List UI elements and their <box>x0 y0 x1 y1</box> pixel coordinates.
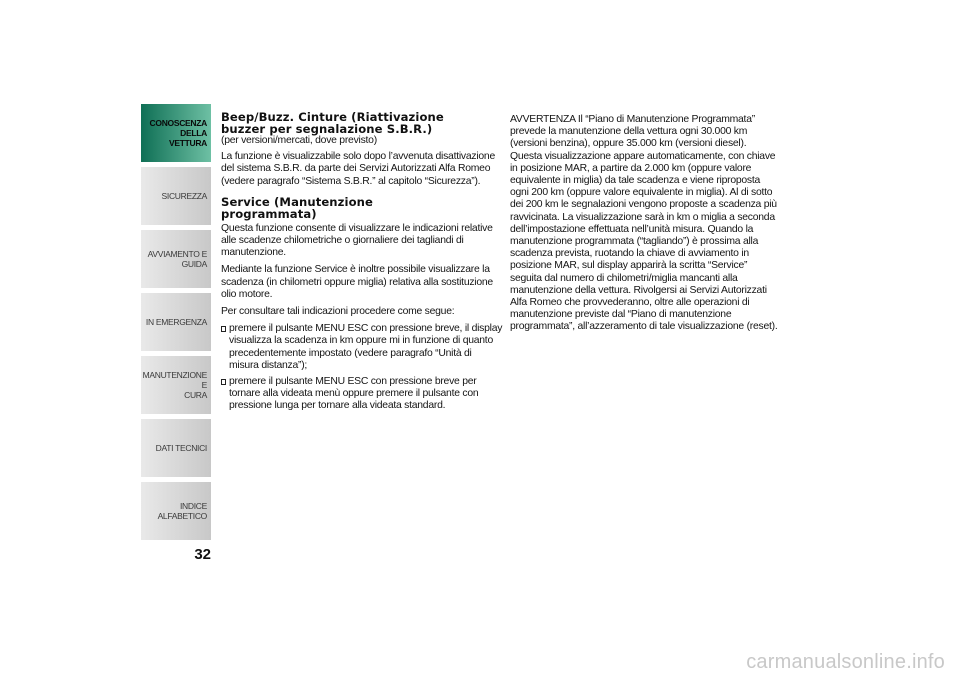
list-item <box>221 323 503 372</box>
tab-label: AVVIAMENTO E GUIDA <box>147 249 207 269</box>
tab-dati-tecnici[interactable] <box>141 419 211 477</box>
page-number: 32 <box>194 546 211 563</box>
right-column <box>510 114 778 339</box>
tab-conoscenza-della-vettura[interactable] <box>141 104 211 162</box>
paragraph: La funzione è visualizzabile solo dopo l’avvenuta disattivazione del sistema S.B.R. da parte dei Servizi Autorizzati Alfa Romeo (vedere paragrafo “Sistema S.B.R.” al capitolo “Sicurezza”). <box>221 151 495 187</box>
list-item-text: premere il pulsante MENU ESC con pressione breve, il display visualizza la scadenza in km oppure mi in funzione di quanto precedentemente impostato (vedere paragrafo “Unità di misura distanza”); <box>229 323 503 371</box>
left-column <box>221 111 503 417</box>
availability-note: (per versioni/mercati, dove previsto) <box>221 135 377 146</box>
tab-label: SICUREZZA <box>161 191 207 201</box>
heading-line: programmata) <box>221 206 317 221</box>
paragraph: Questa funzione consente di visualizzare le indicazioni relative alle scadenze chilometriche o giornaliere dei tagliandi di manutenzione. <box>221 222 493 259</box>
paragraph: Per consultare tali indicazioni procedere come segue: <box>221 306 455 318</box>
section-heading-beep-buzz <box>221 111 503 135</box>
heading-line: Service (Manutenzione <box>221 194 373 209</box>
tab-in-emergenza[interactable] <box>141 293 211 351</box>
checkbox-bullet-icon <box>221 326 226 332</box>
watermark: carmanualsonline.info <box>746 651 945 673</box>
procedure-list <box>221 323 503 412</box>
tab-manutenzione-e-cura[interactable] <box>141 356 211 414</box>
tab-indice-alfabetico[interactable] <box>141 482 211 540</box>
section-heading-service <box>221 196 503 220</box>
tab-label: IN EMERGENZA <box>145 317 207 327</box>
tab-avviamento-e-guida[interactable] <box>141 230 211 288</box>
tab-label: CONOSCENZA DELLA VETTURA <box>149 118 207 148</box>
tab-label: MANUTENZIONE E CURA <box>142 370 207 400</box>
paragraph: Mediante la funzione Service è inoltre possibile visualizzare la scadenza (in chilometri oppure miglia) relativa alla sostituzione olio motore. <box>221 264 493 300</box>
warning-paragraph: AVVERTENZA Il “Piano di Manutenzione Programmata” prevede la manutenzione della vettura ogni 30.000 km (versioni benzina), oppure 35.000 km (versioni diesel). Questa visualizzazione appare automaticamente, con chiave in posizione MAR, a partire da 2.000 km (oppure valore equivalente in miglia) da tale scadenza e viene riproposta ogni 200 km (oppure valore equivalente in miglia). Al di sotto dei 200 km le segnalazioni vengono proposte a scadenza più ravvicinata. La visualizzazione sarà in km o miglia a seconda dell’impostazione effettuata nell’unità misura. Quando la manutenzione programmata (“tagliando”) è prossima alla scadenza prevista, ruotando la chiave di avviamento in posizione MAR, sul display apparirà la scritta “Service” seguita dal numero di chilometri/miglia mancanti alla manutenzione della vettura. Rivolgersi ai Servizi Autorizzati Alfa Romeo che provvederanno, oltre alle operazioni di manutenzione previste dal “Piano di manutenzione programmata”, all’azzeramento di tale visualizzazione (reset). <box>510 114 778 333</box>
chapter-tab-sidebar <box>141 104 211 544</box>
checkbox-bullet-icon <box>221 379 226 385</box>
list-item-text: premere il pulsante MENU ESC con pressione breve per tornare alla videata menù oppure premere il pulsante con pressione lunga per tornare alla videata standard. <box>229 376 479 412</box>
heading-line: buzzer per segnalazione S.B.R.) <box>221 122 433 136</box>
tab-label: INDICE ALFABETICO <box>157 501 207 521</box>
heading-line: Beep/Buzz. Cinture (Riattivazione <box>221 110 444 124</box>
list-item <box>221 376 503 413</box>
tab-sicurezza[interactable] <box>141 167 211 225</box>
tab-label: DATI TECNICI <box>155 443 207 453</box>
